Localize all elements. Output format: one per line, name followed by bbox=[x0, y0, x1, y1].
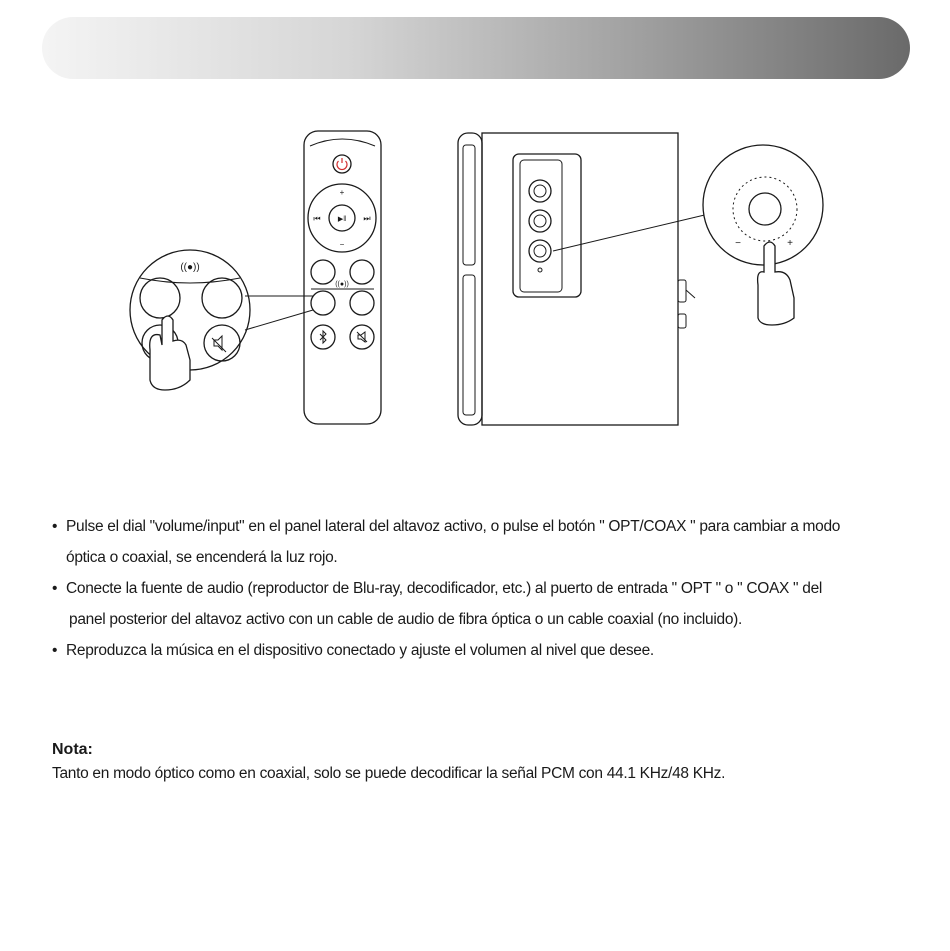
instruction-item bbox=[52, 573, 912, 635]
pointing-hand-icon bbox=[150, 316, 190, 390]
zoom-opt-coax-icon: ((●)) bbox=[180, 262, 200, 273]
opt-coax-button[interactable] bbox=[311, 291, 335, 315]
remote-control bbox=[304, 131, 381, 424]
instruction-text: Conecte la fuente de audio (reproductor de Blu-ray, decodificador, etc.) al puerto de entrada " OPT " o " COAX " del bbox=[66, 580, 823, 597]
bullet-dot: • bbox=[52, 518, 58, 535]
input-port-2[interactable] bbox=[529, 210, 551, 232]
play-pause-icon: ▶‖ bbox=[337, 216, 347, 223]
volume-minus-label: − bbox=[339, 240, 345, 249]
note-text: Tanto en modo óptico como en coaxial, solo se puede decodificar la señal PCM con 44.1 KHz/48 KHz. bbox=[52, 765, 726, 782]
next-track-icon[interactable]: ⏭ bbox=[363, 214, 371, 223]
input-port-3[interactable] bbox=[529, 240, 551, 262]
bullet-dot: • bbox=[52, 642, 58, 659]
bluetooth-icon bbox=[320, 331, 326, 343]
power-button[interactable] bbox=[333, 155, 351, 173]
opt-coax-icon: ((●)) bbox=[335, 281, 349, 288]
instruction-text-cont: óptica o coaxial, se encenderá la luz rojo. bbox=[66, 549, 338, 566]
power-icon bbox=[337, 158, 347, 170]
prev-track-icon[interactable]: ⏮ bbox=[313, 214, 321, 223]
instruction-text: Pulse el dial "volume/input" en el panel lateral del altavoz activo, o pulse el botón " OPT/COAX " para cambiar a modo bbox=[66, 518, 841, 535]
zoom-mute-icon bbox=[212, 336, 226, 352]
instruction-text: Reproduzca la música en el dispositivo conectado y ajuste el volumen al nivel que desee. bbox=[66, 642, 654, 659]
instruction-item bbox=[52, 635, 912, 666]
bullet-dot: • bbox=[52, 580, 58, 597]
section-header-bar bbox=[42, 17, 910, 79]
volume-plus-label: + bbox=[339, 188, 345, 197]
note-title: Nota: bbox=[52, 741, 93, 758]
product-illustration bbox=[0, 100, 950, 450]
volume-dial-callout bbox=[703, 145, 823, 325]
instruction-item bbox=[52, 511, 912, 573]
instruction-list bbox=[52, 511, 912, 666]
dial-plus-label: + bbox=[787, 238, 793, 249]
dial-minus-label: − bbox=[735, 238, 741, 249]
speaker-side-panel bbox=[458, 133, 695, 425]
zoom-right-button bbox=[202, 278, 242, 318]
instruction-text-cont: panel posterior del altavoz activo con un cable de audio de fibra óptica o un cable coaxial (no incluido). bbox=[69, 611, 743, 628]
input-panel bbox=[513, 154, 581, 297]
remote-button[interactable] bbox=[350, 291, 374, 315]
opt-coax-button-right[interactable] bbox=[350, 260, 374, 284]
opt-coax-button-left[interactable] bbox=[311, 260, 335, 284]
mute-icon bbox=[357, 332, 367, 342]
zoom-opt-coax-button bbox=[140, 278, 180, 318]
input-port-1[interactable] bbox=[529, 180, 551, 202]
